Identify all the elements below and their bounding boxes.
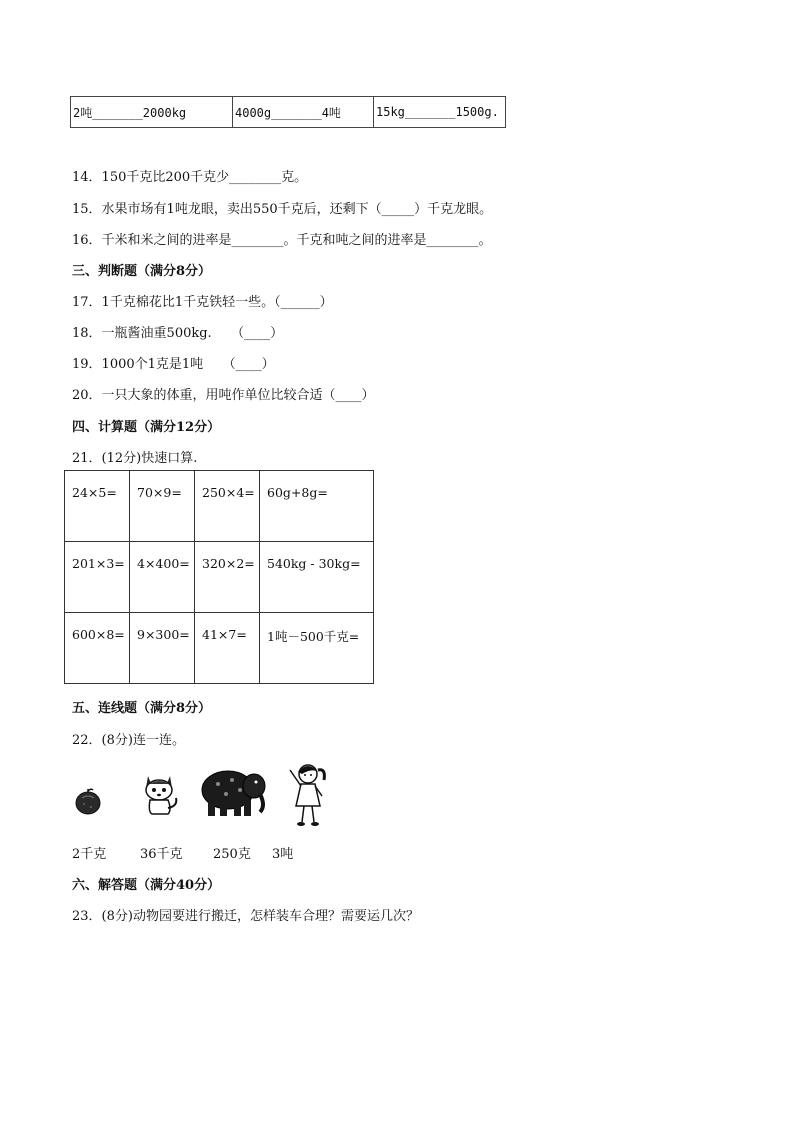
calc-cell: 60g+8g=	[260, 471, 374, 542]
question-19: 19．1000个1克是1吨 （____）	[72, 357, 275, 372]
girl-icon	[282, 760, 330, 828]
calc-cell: 4×400=	[130, 542, 195, 613]
section-heading-solve: 六、解答题（满分40分）	[72, 878, 221, 893]
weight-label: 2千克	[72, 847, 107, 862]
question-15: 15．水果市场有1吨龙眼，卖出550千克后，还剩下（_____）千克龙眼。	[72, 202, 493, 217]
calc-cell: 250×4=	[195, 471, 260, 542]
calc-cell: 320×2=	[195, 542, 260, 613]
question-18: 18．一瓶酱油重500kg. （____）	[72, 326, 284, 341]
question-23: 23．(8分)动物园要进行搬迁，怎样装车合理？需要运几次？	[72, 909, 419, 924]
section-heading-judge: 三、判断题（满分8分）	[72, 264, 212, 279]
elephant-icon	[198, 766, 268, 818]
calc-cell: 70×9=	[130, 471, 195, 542]
cat-icon	[140, 770, 182, 816]
calc-cell: 41×7=	[195, 613, 260, 684]
compare-cell: 2吨_______2000kg	[71, 97, 233, 128]
compare-table	[70, 96, 506, 128]
calc-cell: 1吨－500千克=	[260, 613, 374, 684]
calc-table	[64, 470, 374, 684]
question-16: 16．千米和米之间的进率是________。千克和吨之间的进率是________。	[72, 233, 492, 248]
calc-cell: 24×5=	[65, 471, 130, 542]
table-row	[65, 471, 374, 542]
calc-cell: 540kg - 30kg=	[260, 542, 374, 613]
question-21: 21．(12分)快速口算.	[72, 451, 198, 466]
calc-cell: 600×8=	[65, 613, 130, 684]
question-22: 22．(8分)连一连。	[72, 733, 185, 748]
question-14: 14．150千克比200千克少________克。	[72, 170, 308, 185]
question-17: 17．1千克棉花比1千克铁轻一些。（______）	[72, 295, 333, 310]
calc-cell: 9×300=	[130, 613, 195, 684]
question-20: 20．一只大象的体重，用吨作单位比较合适（____）	[72, 388, 375, 403]
weight-label: 36千克	[140, 847, 183, 862]
compare-cell: 15kg_______1500g.	[374, 97, 506, 128]
calc-cell: 201×3=	[65, 542, 130, 613]
section-heading-match: 五、连线题（满分8分）	[72, 701, 212, 716]
compare-cell: 4000g_______4吨	[233, 97, 374, 128]
weight-label: 250克	[213, 847, 251, 862]
orange-icon	[74, 786, 102, 816]
table-row	[65, 542, 374, 613]
weight-label: 3吨	[272, 847, 294, 862]
section-heading-calc: 四、计算题（满分12分）	[72, 420, 221, 435]
table-row	[65, 613, 374, 684]
